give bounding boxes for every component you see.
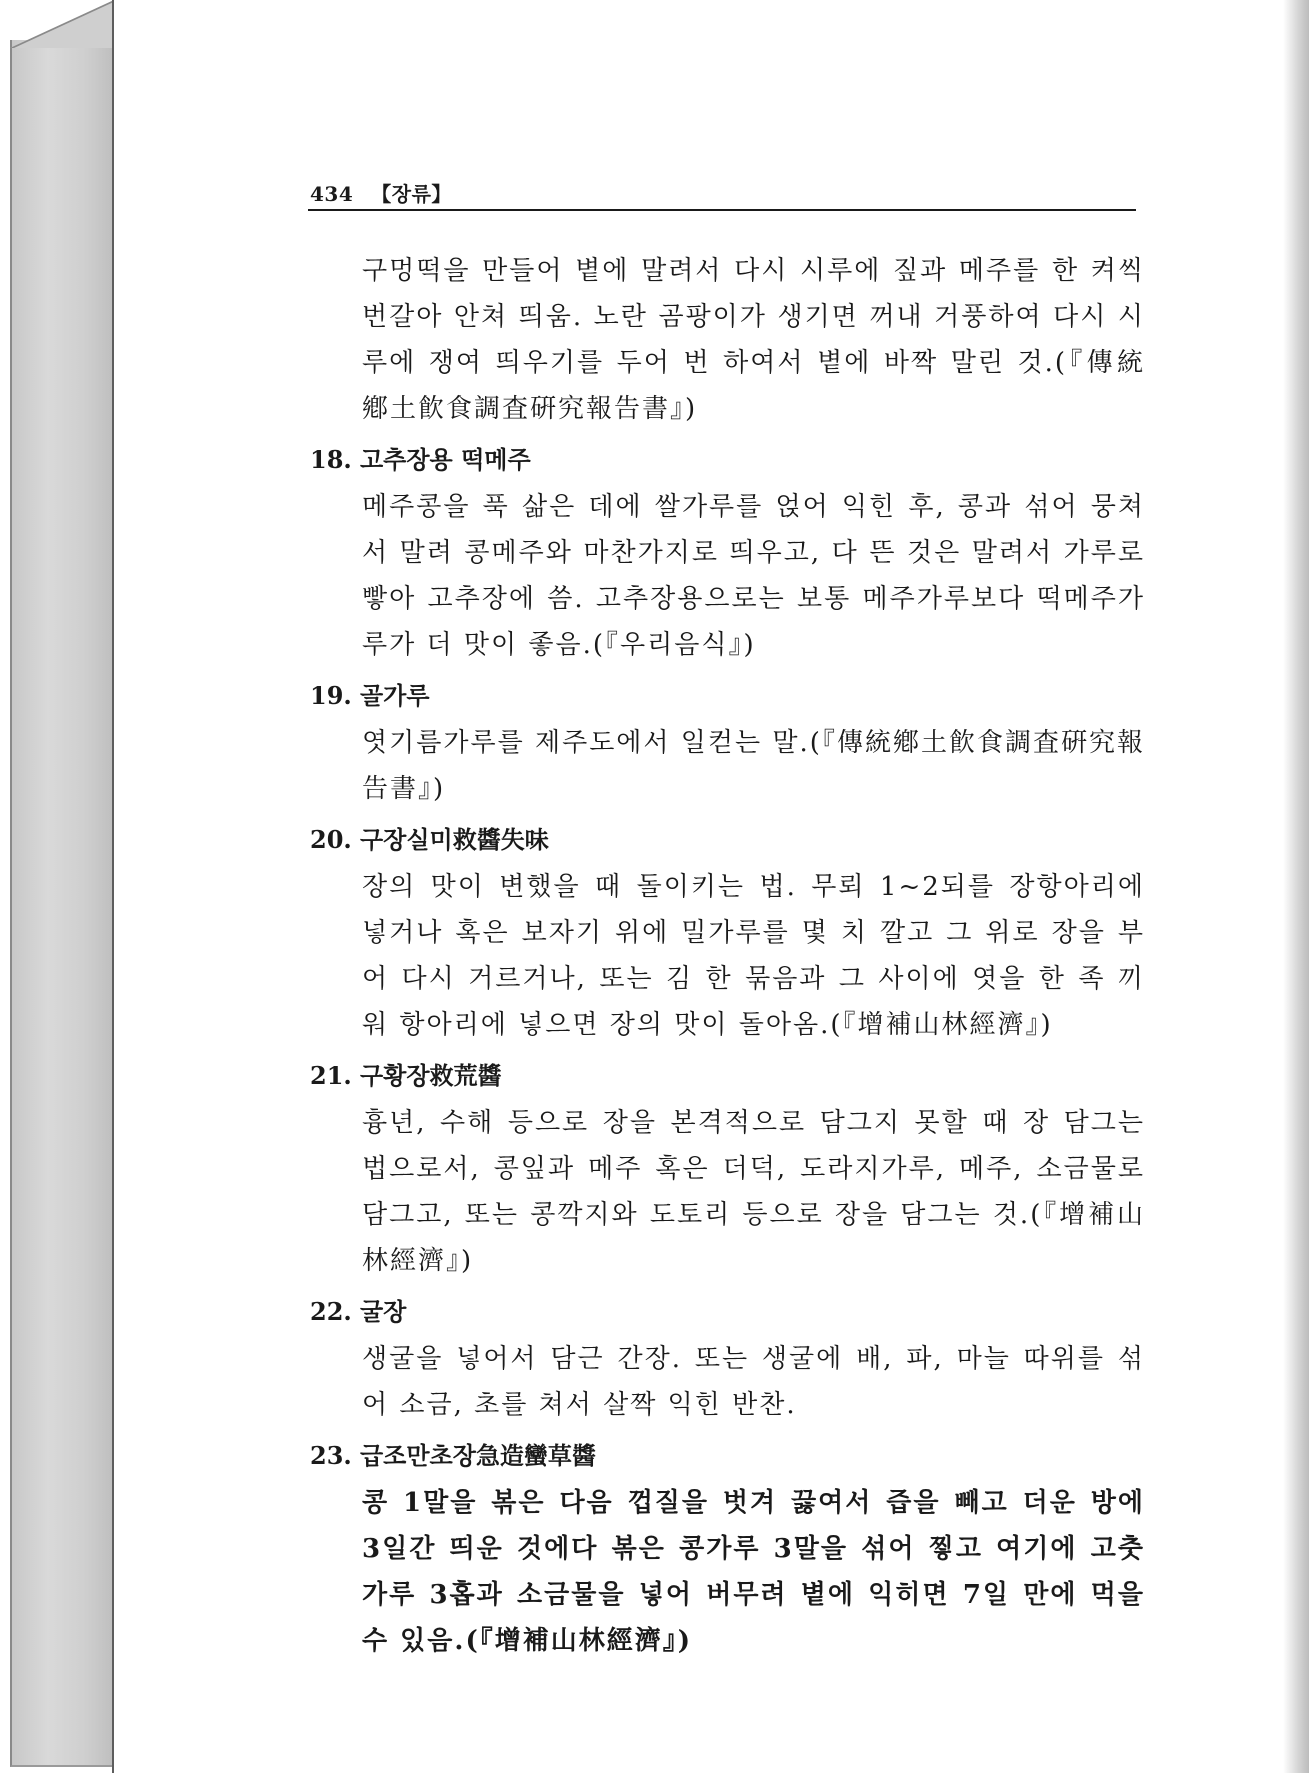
entry-number: 23. (310, 1441, 352, 1470)
book-spine (10, 40, 116, 1767)
entry-term: 급조만초장急造蠻草醬 (360, 1441, 596, 1470)
entry-number: 21. (310, 1061, 352, 1090)
entry (310, 1434, 1145, 1664)
page-number: 434 (310, 182, 354, 206)
entry-number: 18. (310, 445, 352, 474)
entry (310, 674, 1145, 812)
intro-paragraph: 구멍떡을 만들어 볕에 말려서 다시 시루에 짚과 메주를 한 켜씩 번갈아 안쳐 띄움. 노란 곰팡이가 생기면 꺼내 거풍하여 다시 시루에 쟁여 띄우기를 두어 번 하여서 볕에 바짝 말린 것.(『傳統鄕土飮食調査硏究報告書』) (362, 256, 1145, 424)
entry-title (310, 438, 1145, 482)
book-spine-top (10, 0, 118, 48)
entry-body: 엿기름가루를 제주도에서 일컫는 말.(『傳統鄕土飮食調査硏究報告書』) (362, 728, 1145, 804)
entry-title (310, 1290, 1145, 1334)
header-rule (308, 209, 1136, 211)
entry (310, 438, 1145, 668)
entry-body: 콩 1말을 볶은 다음 껍질을 벗겨 끓여서 즙을 빼고 더운 방에 3일간 띄운 것에다 볶은 콩가루 3말을 섞어 찧고 여기에 고춧가루 3홉과 소금물을 넣어 버무려 볕에 익히면 7일 만에 먹을 수 있음.(『增補山林經濟』) (362, 1488, 1145, 1656)
entry-body: 장의 맛이 변했을 때 돌이키는 법. 무뢰 1~2되를 장항아리에 넣거나 혹은 보자기 위에 밀가루를 몇 치 깔고 그 위로 장을 부어 다시 거르거나, 또는 김 한 묶음과 그 사이에 엿을 한 족 끼워 항아리에 넣으면 장의 맛이 돌아옴.(『增補山林經濟』) (362, 872, 1145, 1040)
entry-title (310, 1054, 1145, 1098)
entry-body: 흉년, 수해 등으로 장을 본격적으로 담그지 못할 때 장 담그는 법으로서, 콩잎과 메주 혹은 더덕, 도라지가루, 메주, 소금물로 담그고, 또는 콩깍지와 도토리 등으로 장을 담그는 것.(『增補山林經濟』) (362, 1108, 1145, 1276)
entry (310, 1054, 1145, 1284)
entry-number: 19. (310, 681, 352, 710)
entry (310, 1290, 1145, 1428)
section-title: 【장류】 (371, 182, 452, 206)
running-header (310, 178, 452, 207)
entry-term: 구황장救荒醬 (360, 1061, 502, 1090)
page-content (310, 248, 1145, 1664)
entry-number: 22. (310, 1297, 352, 1326)
entry-body: 메주콩을 푹 삶은 데에 쌀가루를 얹어 익힌 후, 콩과 섞어 뭉쳐서 말려 콩메주와 마찬가지로 띄우고, 다 뜬 것은 말려서 가루로 빻아 고추장에 씀. 고추장용으로는 보통 메주가루보다 떡메주가루가 더 맛이 좋음.(『우리음식』) (362, 492, 1145, 660)
entry-term: 고추장용 떡메주 (360, 445, 531, 474)
entry-term: 굴장 (360, 1297, 407, 1326)
entry-title (310, 818, 1145, 862)
entry-term: 골가루 (360, 681, 430, 710)
entry-term: 구장실미救醬失味 (360, 825, 549, 854)
entry-title (310, 674, 1145, 718)
entry-body: 생굴을 넣어서 담근 간장. 또는 생굴에 배, 파, 마늘 따위를 섞어 소금, 초를 쳐서 살짝 익힌 반찬. (362, 1344, 1145, 1420)
page-edge-shadow (1283, 0, 1309, 1773)
entry-title (310, 1434, 1145, 1478)
entry (310, 818, 1145, 1048)
entry-number: 20. (310, 825, 352, 854)
